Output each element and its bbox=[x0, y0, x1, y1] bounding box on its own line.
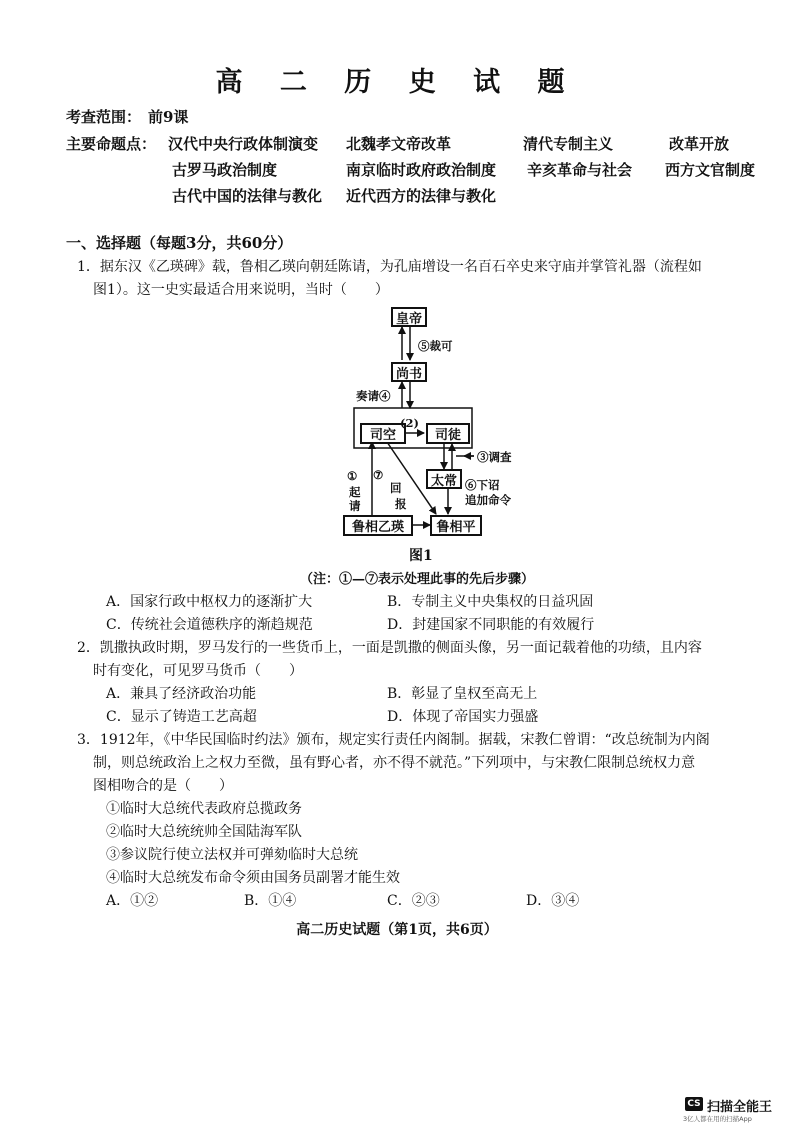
option-b[interactable]: B．专制主义中央集权的日益巩固 bbox=[387, 594, 594, 610]
step-1-label: ① bbox=[347, 469, 358, 483]
box-emperor: 皇帝 bbox=[391, 307, 427, 327]
q3-item: ①临时大总统代表政府总揽政务 bbox=[106, 801, 302, 817]
scanner-brand: 扫描全能王 bbox=[707, 1100, 773, 1115]
box-lu-xiang-yiying: 鲁相乙瑛 bbox=[343, 515, 413, 536]
box-situ: 司徒 bbox=[426, 423, 470, 444]
step-6-label-line: 追加命令 bbox=[465, 493, 511, 507]
option-c[interactable]: C．显示了铸造工艺高超 bbox=[106, 709, 257, 725]
point-item: 清代专制主义 bbox=[523, 135, 614, 153]
point-item: 辛亥革命与社会 bbox=[527, 161, 633, 179]
point-item: 古代中国的法律与教化 bbox=[172, 187, 323, 205]
q1-stem-line: 1．据东汉《乙瑛碑》载，鲁相乙瑛向朝廷陈请，为孔庙增设一名百石卒史来守庙并掌管礼器（流程如 bbox=[77, 259, 702, 275]
q3-stem-line: 3．1912年，《中华民国临时约法》颁布，规定实行责任内阁制。据载，宋教仁曾谓：“改总统制为内阁 bbox=[77, 732, 710, 748]
option-a[interactable]: A．兼具了经济政治功能 bbox=[106, 686, 257, 702]
q3-item: ③参议院行使立法权并可弹劾临时大总统 bbox=[106, 847, 358, 863]
box-sikong: 司空 bbox=[360, 423, 406, 444]
option-d[interactable]: D．体现了帝国实力强盛 bbox=[387, 709, 539, 725]
step-2-label: (2) bbox=[400, 416, 419, 430]
option-a[interactable]: A．国家行政中枢权力的逐渐扩大 bbox=[106, 594, 313, 610]
box-lu-xiang-ping: 鲁相平 bbox=[430, 515, 482, 536]
option-b[interactable]: B．彰显了皇权至高无上 bbox=[387, 686, 538, 702]
box-taichang: 太常 bbox=[426, 469, 462, 489]
point-item: 古罗马政治制度 bbox=[172, 161, 278, 179]
section-title: 一、选择题（每题3分，共60分） bbox=[66, 234, 293, 252]
q2-stem-line: 2．凯撒执政时期，罗马发行的一些货币上，一面是凯撒的侧面头像，另一面记载着他的功绩，且内容 bbox=[77, 640, 702, 656]
figure-note: （注：①—⑦表示处理此事的先后步骤） bbox=[300, 572, 535, 587]
option-d[interactable]: D．③④ bbox=[526, 893, 580, 909]
point-item: 南京临时政府政治制度 bbox=[346, 161, 497, 179]
step-6-label: ⑥下诏 bbox=[465, 478, 500, 492]
step-7-label: ⑦ bbox=[373, 468, 384, 482]
option-d[interactable]: D．封建国家不同职能的有效履行 bbox=[387, 617, 595, 633]
step-3-label: ③调查 bbox=[477, 450, 512, 464]
point-item: 西方文官制度 bbox=[665, 161, 756, 179]
box-shangshu: 尚书 bbox=[391, 362, 427, 382]
option-b[interactable]: B．①④ bbox=[244, 893, 297, 909]
scope-value: 前9课 bbox=[148, 108, 189, 126]
q1-stem-line: 图1）。这一史实最适合用来说明，当时（ ） bbox=[93, 282, 389, 298]
step-7-label-char: 回 bbox=[390, 481, 402, 495]
step-1-label-char: 请 bbox=[349, 499, 361, 513]
point-item: 汉代中央行政体制演变 bbox=[168, 135, 319, 153]
q2-stem-line: 时有变化，可见罗马货币（ ） bbox=[93, 663, 303, 679]
q3-item: ②临时大总统统帅全国陆海军队 bbox=[106, 824, 302, 840]
option-a[interactable]: A．①② bbox=[106, 893, 159, 909]
step-4-label: 奏请④ bbox=[356, 389, 391, 403]
points-label: 主要命题点： bbox=[66, 135, 157, 153]
step-7-label-char: 报 bbox=[395, 497, 407, 511]
scanner-tagline: 3亿人都在用的扫描App bbox=[683, 1115, 752, 1123]
scanner-logo-icon: CS bbox=[685, 1097, 703, 1111]
step-5-label: ⑤裁可 bbox=[418, 339, 453, 353]
page-footer: 高二历史试题（第1页，共6页） bbox=[296, 922, 498, 938]
option-c[interactable]: C．传统社会道德秩序的渐趋规范 bbox=[106, 617, 313, 633]
point-item: 北魏孝文帝改革 bbox=[346, 135, 452, 153]
page-title: 高 二 历 史 试 题 bbox=[215, 67, 579, 98]
option-c[interactable]: C．②③ bbox=[387, 893, 440, 909]
figure-caption: 图1 bbox=[409, 548, 433, 564]
step-1-label-char: 起 bbox=[349, 485, 361, 499]
q3-stem-line: 制，则总统政治上之权力至微，虽有野心者，亦不得不就范。”下列项中，与宋教仁限制总统权力意 bbox=[93, 755, 696, 771]
q3-item: ④临时大总统发布命令须由国务员副署才能生效 bbox=[106, 870, 400, 886]
point-item: 改革开放 bbox=[669, 135, 730, 153]
point-item: 近代西方的法律与教化 bbox=[346, 187, 497, 205]
q1-flow-diagram bbox=[338, 302, 538, 542]
q3-stem-line: 图相吻合的是（ ） bbox=[93, 778, 233, 794]
scope-label: 考查范围： bbox=[66, 108, 142, 126]
